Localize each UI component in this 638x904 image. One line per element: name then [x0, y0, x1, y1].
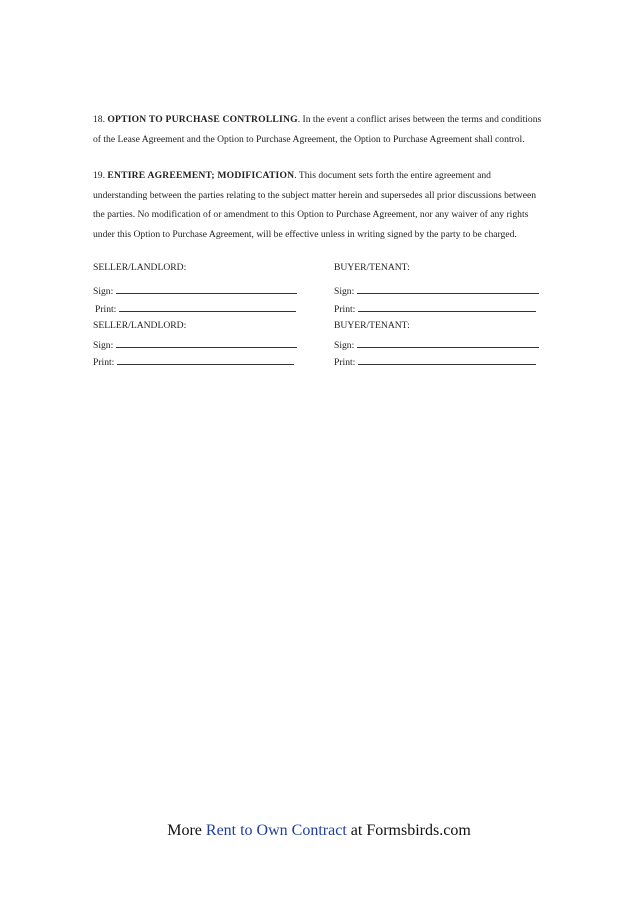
- party-labels-row-1: [93, 262, 553, 278]
- section-18-heading: OPTION TO PURCHASE CONTROLLING: [107, 114, 298, 125]
- print-line[interactable]: [358, 303, 536, 312]
- section-19-text: . This document sets forth the entire agreement and understanding between the parties relating to the subject matter herein and supersedes all prior discussions between the parties. No modification of or amendment to this Option to Purchase Agreement, nor any waiver of any rights under this Option to Purchase Agreement, will be effective unless in writing signed by the party to be charged.: [93, 170, 537, 240]
- signature-line[interactable]: [116, 285, 297, 294]
- print-label: Print:: [334, 304, 356, 315]
- seller-sign-field[interactable]: [93, 285, 297, 297]
- section-18-number: 18.: [93, 114, 108, 125]
- print-row-2: [93, 356, 553, 372]
- footer-promo: [0, 822, 638, 840]
- section-18-text: . In the event a conflict arises between the terms and conditions of the Lease Agreement and the Option to Purchase Agreement, the Option to Purchase Agreement shall control.: [93, 114, 542, 145]
- signature-line[interactable]: [116, 339, 297, 348]
- seller-label: SELLER/LANDLORD:: [93, 320, 187, 331]
- section-19-number: 19.: [93, 170, 108, 181]
- buyer-sign-field[interactable]: [334, 285, 539, 297]
- print-line[interactable]: [117, 356, 294, 365]
- print-label: Print:: [93, 357, 115, 368]
- print-row-1: [93, 303, 553, 319]
- sign-label: Sign:: [334, 286, 355, 297]
- seller-label: SELLER/LANDLORD:: [93, 262, 187, 273]
- buyer-sign-field[interactable]: [334, 339, 539, 351]
- seller-sign-field[interactable]: [93, 339, 297, 351]
- signature-line[interactable]: [357, 285, 539, 294]
- party-labels-row-2: [93, 320, 553, 336]
- section-19-paragraph: [93, 166, 545, 244]
- sign-label: Sign:: [93, 286, 114, 297]
- signature-line[interactable]: [357, 339, 539, 348]
- buyer-label: BUYER/TENANT:: [334, 320, 410, 331]
- footer-suffix: at Formsbirds.com: [346, 822, 471, 839]
- section-18-paragraph: [93, 110, 545, 149]
- print-line[interactable]: [119, 303, 296, 312]
- sign-row-1: [93, 285, 553, 301]
- seller-print-field[interactable]: [95, 303, 296, 315]
- seller-print-field[interactable]: [93, 356, 294, 368]
- sign-label: Sign:: [93, 340, 114, 351]
- buyer-label: BUYER/TENANT:: [334, 262, 410, 273]
- sign-row-2: [93, 339, 553, 355]
- rent-to-own-contract-link[interactable]: Rent to Own Contract: [205, 822, 347, 839]
- section-19-heading: ENTIRE AGREEMENT; MODIFICATION: [107, 170, 295, 181]
- buyer-print-field[interactable]: [334, 356, 536, 368]
- sign-label: Sign:: [334, 340, 355, 351]
- print-label: Print:: [334, 357, 356, 368]
- footer-prefix: More: [167, 822, 206, 839]
- print-line[interactable]: [358, 356, 536, 365]
- print-label: Print:: [95, 304, 117, 315]
- buyer-print-field[interactable]: [334, 303, 536, 315]
